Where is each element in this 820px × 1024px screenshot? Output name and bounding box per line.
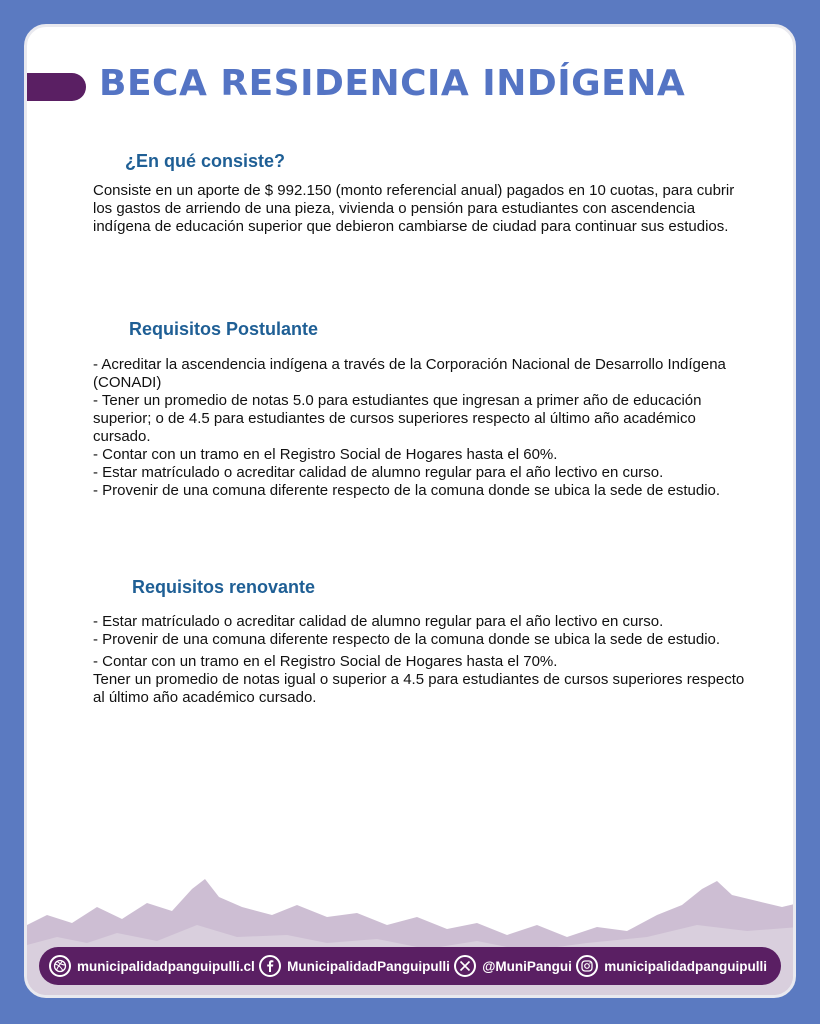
facebook-link[interactable]: MunicipalidadPanguipulli bbox=[287, 958, 450, 974]
list-postulante bbox=[93, 356, 753, 500]
list-item: - Contar con un tramo en el Registro Social de Hogares hasta el 70%. bbox=[93, 653, 558, 670]
section-heading-postulante: Requisitos Postulante bbox=[129, 319, 319, 339]
list-item: - Contar con un tramo en el Registro Social de Hogares hasta el 60%. bbox=[93, 446, 558, 463]
list-item: Tener un promedio de notas igual o superior a 4.5 para estudiantes de cursos superiores respecto al último año académico cursado. bbox=[93, 671, 745, 706]
list-item: - Provenir de una comuna diferente respecto de la comuna donde se ubica la sede de estudio. bbox=[93, 482, 721, 499]
section-heading-consiste: ¿En qué consiste? bbox=[125, 151, 286, 171]
content-card bbox=[24, 24, 796, 998]
globe-icon bbox=[49, 955, 71, 977]
list-item: - Tener un promedio de notas 5.0 para estudiantes que ingresan a primer año de educación superior; o de 4.5 para estudiantes de cursos superiores respecto al último año académico cursado. bbox=[93, 392, 702, 445]
instagram-icon bbox=[576, 955, 598, 977]
title-accent-bar bbox=[24, 73, 86, 101]
social-website[interactable] bbox=[49, 955, 255, 977]
social-twitter[interactable] bbox=[454, 955, 572, 977]
list-renovante bbox=[93, 613, 753, 707]
instagram-link[interactable]: municipalidadpanguipulli bbox=[604, 958, 767, 974]
website-link[interactable]: municipalidadpanguipulli.cl bbox=[77, 958, 255, 974]
section-heading-renovante: Requisitos renovante bbox=[132, 577, 316, 597]
list-item: - Estar matrículado o acreditar calidad de alumno regular para el año lectivo en curso. bbox=[93, 613, 664, 630]
list-item: - Acreditar la ascendencia indígena a través de la Corporación Nacional de Desarrollo Indígena (CONADI) bbox=[93, 356, 726, 391]
list-item: - Estar matrículado o acreditar calidad de alumno regular para el año lectivo en curso. bbox=[93, 464, 664, 481]
section-text-consiste: Consiste en un aporte de $ 992.150 (monto referencial anual) pagados en 10 cuotas, para cubrir los gastos de arriendo de una pieza, vivienda o pensión para estudiantes con ascendencia indígena de educación superior que debieron cambiarse de ciudad para continuar sus estudios. bbox=[93, 182, 735, 235]
social-instagram[interactable] bbox=[576, 955, 767, 977]
twitter-link[interactable]: @MuniPangui bbox=[482, 958, 572, 974]
social-facebook[interactable] bbox=[259, 955, 450, 977]
page-title: BECA RESIDENCIA INDÍGENA bbox=[99, 63, 686, 104]
social-bar bbox=[39, 947, 781, 985]
x-icon bbox=[454, 955, 476, 977]
facebook-icon bbox=[259, 955, 281, 977]
list-item: - Provenir de una comuna diferente respecto de la comuna donde se ubica la sede de estudio. bbox=[93, 631, 721, 648]
